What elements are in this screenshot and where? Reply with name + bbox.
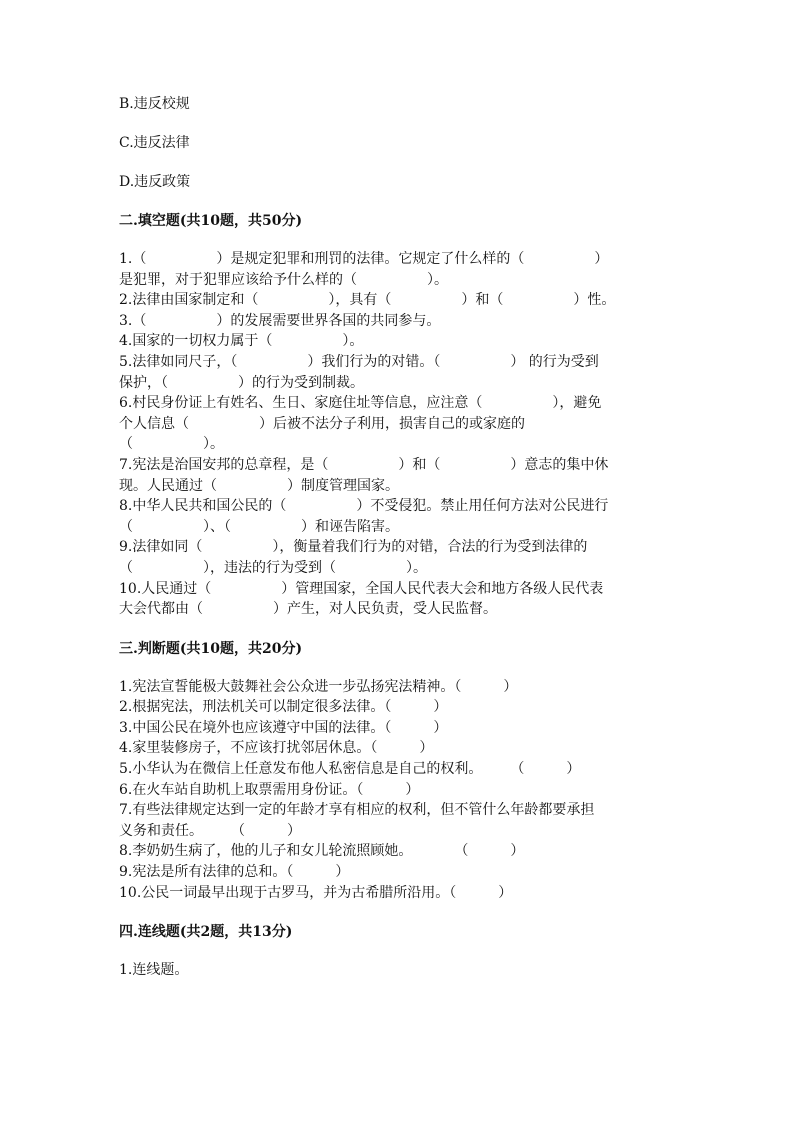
judge-line: 5.小华认为在微信上任意发布他人私密信息是自己的权利。 （ ） bbox=[119, 761, 581, 778]
fill-line: 2.法律由国家制定和（ ），具有（ ）和（ ）性。 bbox=[119, 292, 616, 309]
fill-line: 保护，（ ）的行为受到制裁。 bbox=[119, 374, 364, 391]
judge-line: 7.有些法律规定达到一定的年龄才享有相应的权利，但不管什么年龄都要承担 bbox=[119, 802, 595, 819]
fill-line: 4.国家的一切权力属于（ ）。 bbox=[119, 333, 364, 350]
fill-line: 5.法律如同尺子，（ ）我们行为的对错。（ ） 的行为受到 bbox=[119, 353, 599, 370]
fill-line: 是犯罪，对于犯罪应该给予什么样的（ ）。 bbox=[119, 271, 448, 288]
judge-line: 3.中国公民在境外也应该遵守中国的法律。（ ） bbox=[119, 719, 448, 736]
fill-line: 8.中华人民共和国公民的（ ）不受侵犯。禁止用任何方法对公民进行 bbox=[119, 498, 609, 515]
fill-line: 7.宪法是治国安邦的总章程，是（ ）和（ ）意志的集中休 bbox=[119, 456, 609, 473]
judge-line: 1.宪法宣誓能极大鼓舞社会公众进一步弘扬宪法精神。（ ） bbox=[119, 678, 518, 695]
section-fill-blank-body bbox=[119, 249, 679, 620]
fill-line: 10.人民通过（ ）管理国家，全国人民代表大会和地方各级人民代表 bbox=[119, 580, 604, 597]
option-b: B.违反校规 bbox=[119, 96, 190, 112]
judge-line: 10.公民一词最早出现于古罗马，并为古希腊所沿用。（ ） bbox=[119, 884, 513, 901]
matching-line: 1.连线题。 bbox=[119, 962, 189, 979]
section-matching-title: 四.连线题(共2题，共13分) bbox=[119, 924, 293, 941]
section-true-false-body bbox=[119, 677, 679, 904]
fill-line: 现。人民通过（ ）制度管理国家。 bbox=[119, 477, 399, 494]
judge-line: 4.家里装修房子，不应该打扰邻居休息。（ ） bbox=[119, 740, 434, 757]
fill-line: （ ）。 bbox=[119, 436, 224, 453]
section-matching-body bbox=[119, 960, 679, 981]
judge-line: 8.李奶奶生病了，他的儿子和女儿轮流照顾她。 （ ） bbox=[119, 843, 525, 860]
judge-line: 义务和责任。 （ ） bbox=[119, 822, 301, 839]
section-true-false-title: 三.判断题(共10题，共20分) bbox=[119, 640, 303, 657]
option-c: C.违反法律 bbox=[119, 135, 190, 151]
section-fill-blank-title: 二.填空题(共10题，共50分) bbox=[119, 213, 303, 229]
exam-page bbox=[119, 94, 679, 1000]
judge-line: 9.宪法是所有法律的总和。（ ） bbox=[119, 864, 350, 881]
fill-line: （ ）、（ ）和诬告陷害。 bbox=[119, 518, 399, 535]
fill-line: 个人信息（ ）后被不法分子利用，损害自己的或家庭的 bbox=[119, 415, 525, 432]
fill-line: （ ），违法的行为受到（ ）。 bbox=[119, 559, 427, 576]
fill-line: 3.（ ）的发展需要世界各国的共同参与。 bbox=[119, 312, 441, 329]
judge-line: 2.根据宪法，刑法机关可以制定很多法律。（ ） bbox=[119, 699, 448, 716]
fill-line: 大会代都由（ ）产生，对人民负责，受人民监督。 bbox=[119, 601, 497, 618]
judge-line: 6.在火车站自助机上取票需用身份证。（ ） bbox=[119, 781, 420, 798]
fill-line: 9.法律如同（ ），衡量着我们行为的对错，合法的行为受到法律的 bbox=[119, 539, 588, 556]
fill-line: 1.（ ）是规定犯罪和刑罚的法律。它规定了什么样的（ ） bbox=[119, 251, 609, 267]
fill-line: 6.村民身份证上有姓名、生日、家庭住址等信息，应注意（ ），避免 bbox=[119, 395, 602, 412]
option-d: D.违反政策 bbox=[119, 174, 191, 190]
